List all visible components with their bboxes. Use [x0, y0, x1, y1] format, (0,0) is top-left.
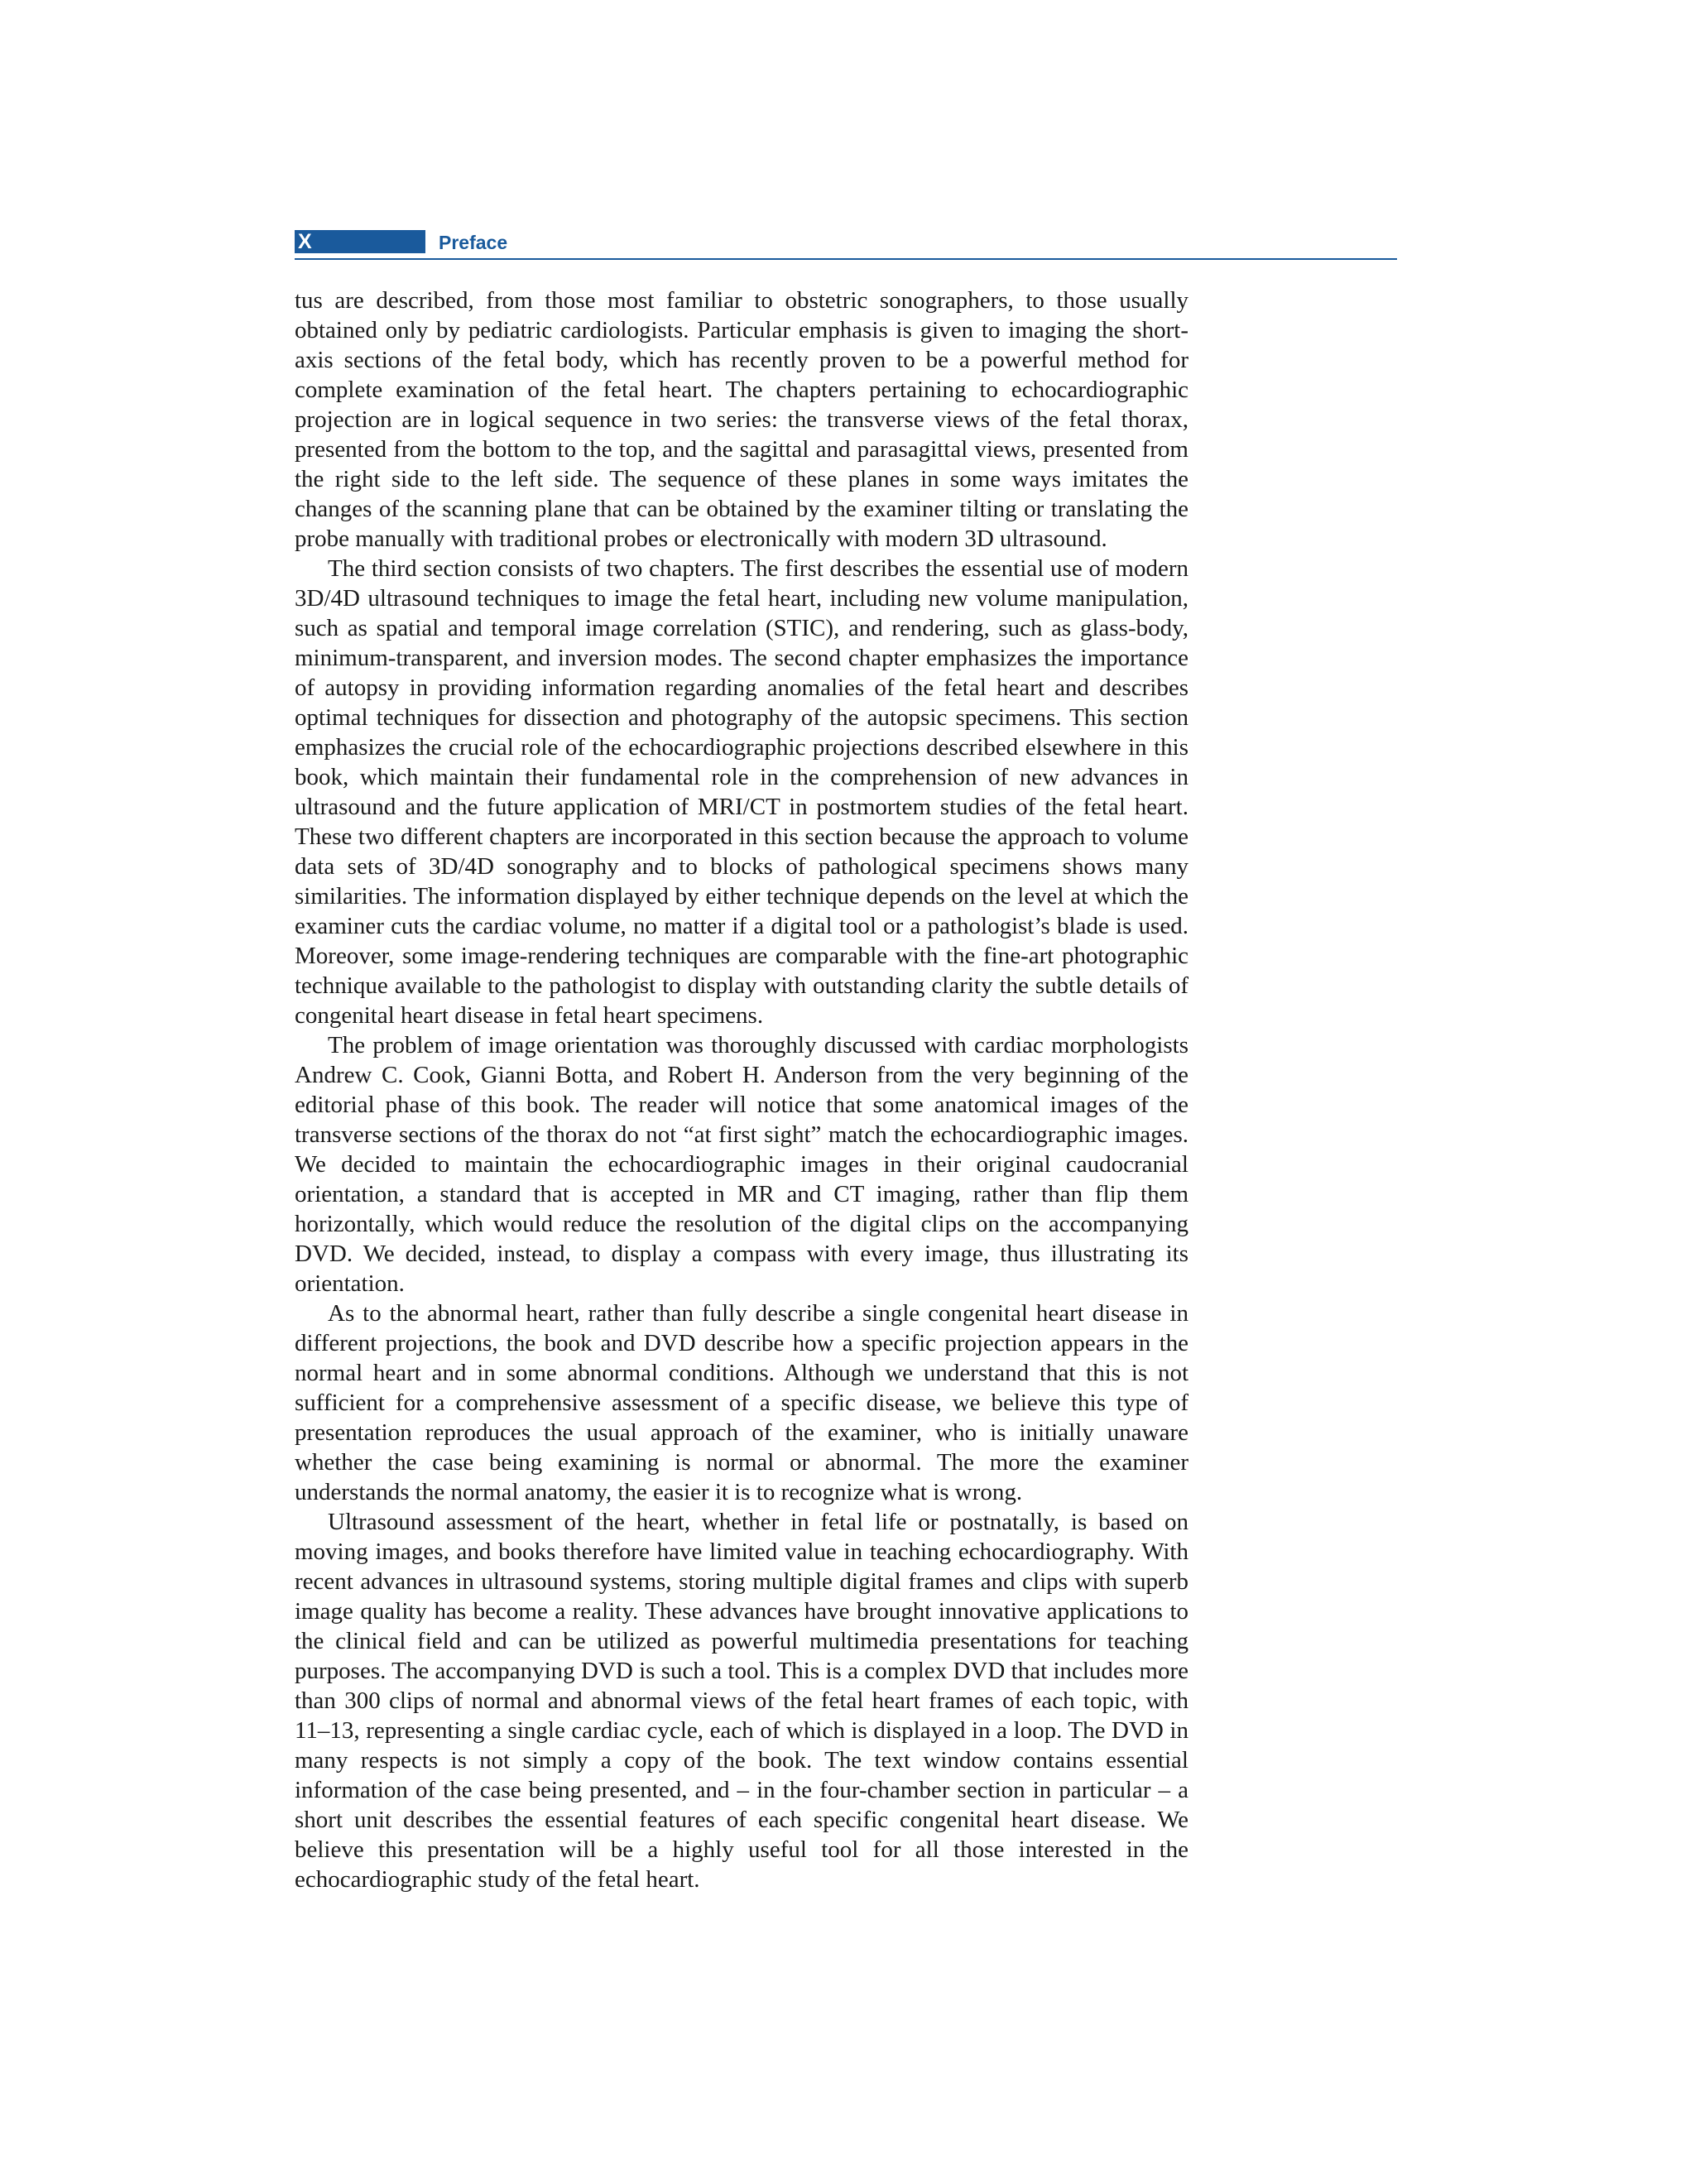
paragraph-4: As to the abnormal heart, rather than fully describe a single congenital heart disease in different projections, the book and DVD describe how a specific projection appears in the normal heart and in some abnormal conditions. Although we understand that this is not sufficient for a comprehensive assessment of a specific disease, we believe this type of presentation reproduces the usual approach of the examiner, who is initially unaware whether the case being examining is normal or abnormal. The more the examiner understands the normal anatomy, the easier it is to recognize what is wrong.	[295, 1300, 1188, 1505]
paragraph-3: The problem of image orientation was thoroughly discussed with cardiac morphologists Andrew C. Cook, Gianni Botta, and Robert H. Anderson from the very beginning of the editorial phase of this book. The reader will notice that some anatomical images of the transverse sections of the thorax do not “at first sight” match the echocardiographic images. We decided to maintain the echocardiographic images in their original caudocranial orientation, a standard that is accepted in MR and CT imaging, rather than flip them horizontally, which would reduce the resolution of the digital clips on the accompanying DVD. We decided, instead, to display a compass with every image, thus illustrating its orientation.	[295, 1032, 1188, 1297]
paragraph-5: Ultrasound assessment of the heart, whether in fetal life or postnatally, is based on moving images, and books therefore have limited value in teaching echocardiography. With recent advances in ultrasound systems, storing multiple digital frames and clips with superb image quality has become a reality. These advances have brought innovative applications to the clinical field and can be utilized as powerful multimedia presentations for teaching purposes. The accompanying DVD is such a tool. This is a complex DVD that includes more than 300 clips of normal and abnormal views of the fetal heart frames of each topic, with 11–13, representing a single cardiac cycle, each of which is displayed in a loop. The DVD in many respects is not simply a copy of the book. The text window contains essential information of the case being presented, and – in the four-chamber section in particular – a short unit describes the essential features of each specific congenital heart disease. We believe this presentation will be a highly useful tool for all those interested in the echocardiographic study of the fetal heart.	[295, 1509, 1188, 1893]
body-text	[295, 286, 1188, 1894]
paragraph-1: tus are described, from those most familiar to obstetric sonographers, to those usually obtained only by pediatric cardiologists. Particular emphasis is given to imaging the short-axis sections of the fetal body, which has recently proven to be a powerful method for complete examination of the fetal heart. The chapters pertaining to echocardiographic projection are in logical sequence in two series: the transverse views of the fetal thorax, presented from the bottom to the top, and the sagittal and parasagittal views, presented from the right side to the left side. The sequence of these planes in some ways imitates the changes of the scanning plane that can be obtained by the examiner tilting or translating the probe manually with traditional probes or electronically with modern 3D ultrasound.	[295, 287, 1188, 552]
header-rule	[295, 258, 1397, 260]
page-number-tab	[295, 230, 425, 253]
running-header	[295, 228, 1397, 262]
paragraph-2: The third section consists of two chapters. The first describes the essential use of modern 3D/4D ultrasound techniques to image the fetal heart, including new volume manipulation, such as spatial and temporal image correlation (STIC), and rendering, such as glass-body, minimum-transparent, and inversion modes. The second chapter emphasizes the importance of autopsy in providing information regarding anomalies of the fetal heart and describes optimal techniques for dissection and photography of the autopsic specimens. This section emphasizes the crucial role of the echocardiographic projections described elsewhere in this book, which maintain their fundamental role in the comprehension of new advances in ultrasound and the future application of MRI/CT in postmortem studies of the fetal heart. These two different chapters are incorporated in this section because the approach to volume data sets of 3D/4D sonography and to blocks of pathological specimens shows many similarities. The information displayed by either technique depends on the level at which the examiner cuts the cardiac volume, no matter if a digital tool or a pathologist’s blade is used. Moreover, some image-rendering techniques are comparable with the fine-art photographic technique available to the pathologist to display with outstanding clarity the subtle details of congenital heart disease in fetal heart specimens.	[295, 555, 1188, 1029]
page-number: X	[298, 230, 312, 253]
running-title: Preface	[439, 232, 508, 253]
